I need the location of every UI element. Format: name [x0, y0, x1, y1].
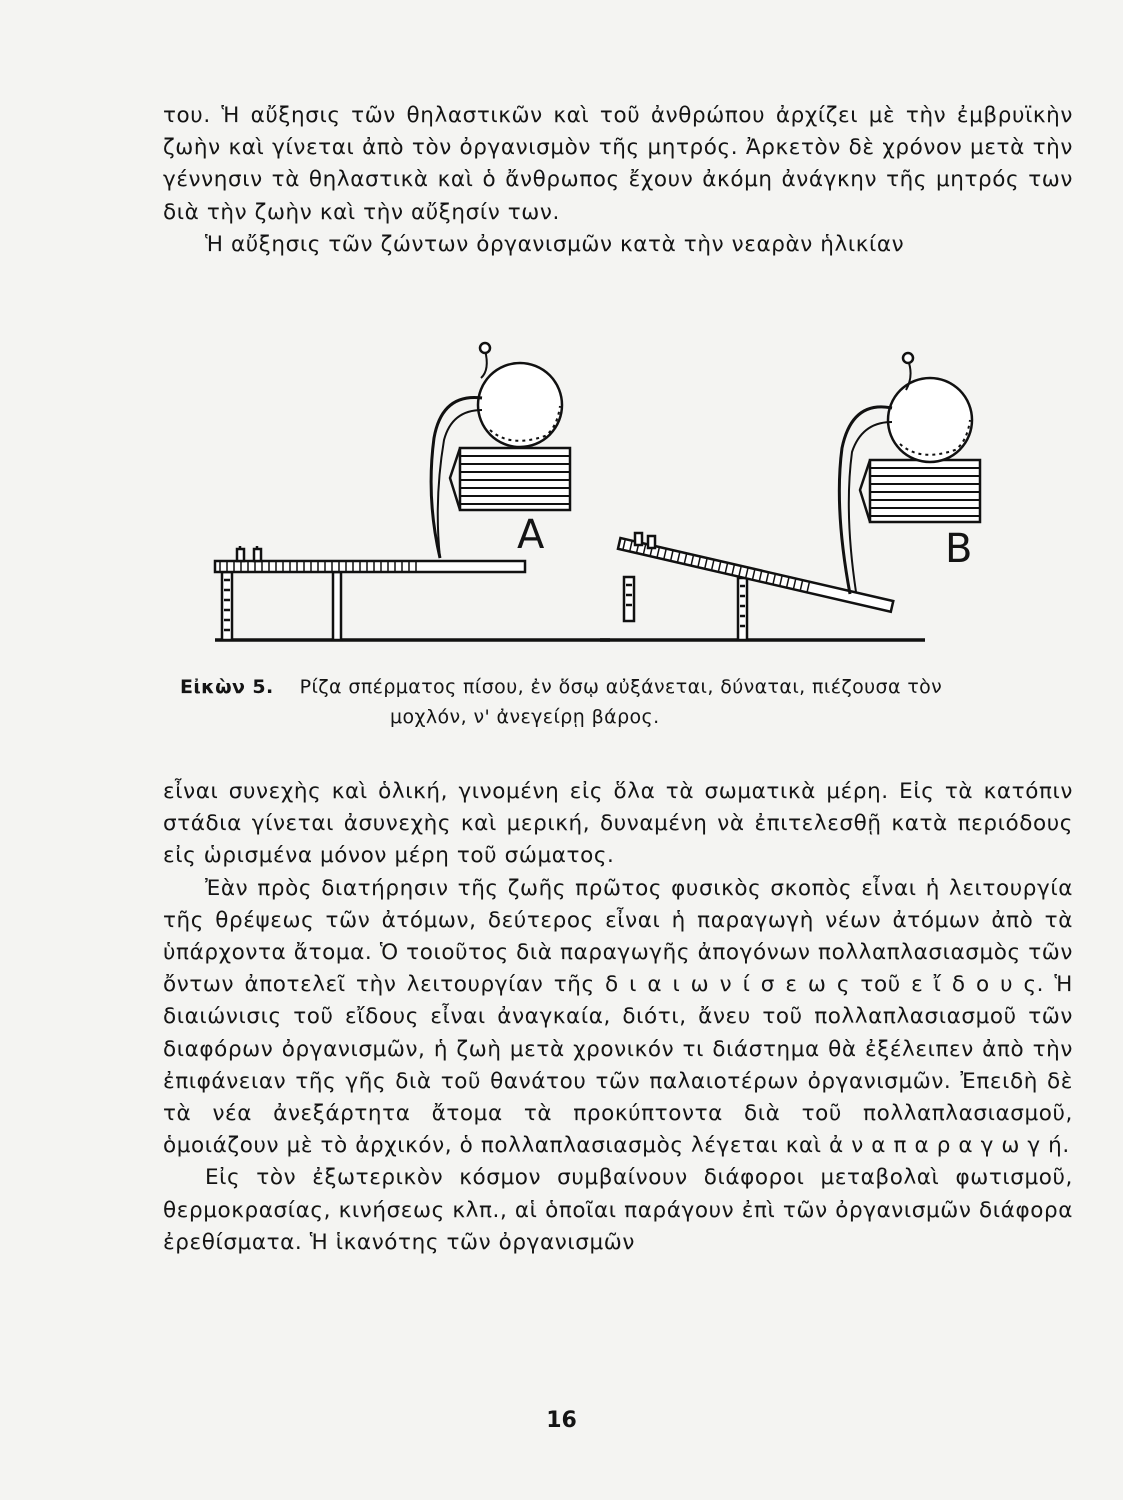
- caption-line-1: Ρίζα σπέρματος πίσου, ἐν ὅσῳ αὐξάνεται, δύναται, πιέζουσα τὸν: [299, 676, 943, 698]
- page-number: 16: [546, 1408, 577, 1433]
- top-text-block: [163, 100, 1073, 261]
- panel-b-drawing: [600, 353, 980, 640]
- paragraph-1: του. Ἡ αὔξησις τῶν θηλαστικῶν καὶ τοῦ ἀνθρώπου ἀρχίζει μὲ τὴν ἐμβρυϊκὴν ζωὴν καὶ γίνεται ἀπὸ τὸν ὀργανισμὸν τῆς μητρός. Ἀρκετὸν δὲ χρόνον μετὰ τὴν γέννησιν τὰ θηλαστικὰ καὶ ὁ ἄνθρωπος ἔχουν ἀκόμη ἀνάγκην τῆς μητρός των διὰ τὴν ζωὴν καὶ τὴν αὔξησίν των.: [163, 103, 1073, 225]
- figure-label-a: A: [517, 512, 545, 558]
- paragraph-2: Ἡ αὔξησις τῶν ζώντων ὀργανισμῶν κατὰ τὴν νεαρὰν ἡλικίαν: [205, 231, 905, 257]
- paragraph-3: εἶναι συνεχὴς καὶ ὁλική, γινομένη εἰς ὅλα τὰ σωματικὰ μέρη. Εἰς τὰ κατόπιν στάδια γίνεται ἀσυνεχὴς καὶ μερική, δυναμένη νὰ ἐπιτελεσθῇ κατὰ περιόδους εἰς ὡρισμένα μόνον μέρη τοῦ σώματος.: [163, 779, 1073, 869]
- paragraph-5: Εἰς τὸν ἐξωτερικὸν κόσμον συμβαίνουν διάφοροι μεταβολαὶ φωτισμοῦ, θερμοκρασίας, κινήσεως κλπ., αἱ ὁποῖαι παράγουν ἐπὶ τῶν ὀργανισμῶν διάφορα ἐρεθίσματα. Ἡ ἱκανότης τῶν ὀργανισμῶν: [163, 1165, 1073, 1255]
- bottom-text-block: [163, 776, 1073, 1259]
- caption-label: Εἰκὼν 5.: [180, 676, 274, 698]
- figure-5-illustration: [200, 340, 1090, 670]
- figure-caption: [180, 672, 1080, 732]
- panel-a-drawing: [215, 343, 610, 640]
- paragraph-4: Ἐὰν πρὸς διατήρησιν τῆς ζωῆς πρῶτος φυσικὸς σκοπὸς εἶναι ἡ λειτουργία τῆς θρέψεως τῶν ἀτόμων, δεύτερος εἶναι ἡ παραγωγὴ νέων ἀτόμων ἀπὸ τὰ ὑπάρχοντα ἄτομα. Ὁ τοιοῦτος διὰ παραγωγῆς ἀπογόνων πολλαπλασιασμὸς τῶν ὄντων ἀποτελεῖ τὴν λειτουργίαν τῆς δ ι α ι ω ν ί σ ε ω ς τοῦ ε ἴ δ ο υ ς. Ἡ διαιώνισις τοῦ εἴδους εἶναι ἀναγκαία, διότι, ἄνευ τοῦ πολλαπλασιασμοῦ τῶν διαφόρων ὀργανισμῶν, ἡ ζωὴ μετὰ χρονικόν τι διάστημα θὰ ἐξέλειπεν ἀπὸ τὴν ἐπιφάνειαν τῆς γῆς διὰ τοῦ θανάτου τῶν παλαιοτέρων ὀργανισμῶν. Ἐπειδὴ δὲ τὰ νέα ἀνεξάρτητα ἄτομα τὰ προκύπτοντα διὰ τοῦ πολλαπλασιασμοῦ, ὁμοιάζουν μὲ τὸ ἀρχικόν, ὁ πολλαπλασιασμὸς λέγεται καὶ ἀ ν α π α ρ α γ ω γ ή.: [163, 875, 1073, 1159]
- figure-5: [200, 340, 1090, 670]
- caption-line-2: μοχλόν, ν' ἀνεγείρῃ βάρος.: [390, 706, 660, 728]
- figure-label-b: B: [945, 526, 973, 572]
